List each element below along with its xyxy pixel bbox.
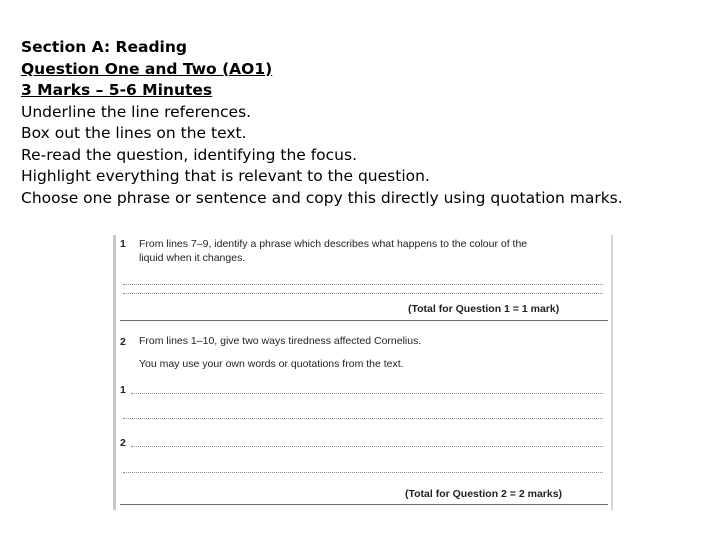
instruction-step-1: Underline the line references.	[21, 102, 252, 121]
question-2-text: From lines 1–10, give two ways tiredness affected Cornelius.	[139, 335, 422, 347]
answer-line	[123, 472, 603, 473]
answer-line	[123, 284, 603, 285]
question-2-note: You may use your own words or quotations from the text.	[139, 358, 404, 370]
question-separator	[120, 320, 608, 321]
answer-line	[123, 293, 603, 294]
answer-line	[131, 446, 603, 447]
question-2-total: (Total for Question 2 = 2 marks)	[405, 488, 563, 500]
exam-paper-excerpt	[111, 231, 613, 510]
instruction-step-3: Re-read the question, identifying the focus.	[21, 145, 358, 164]
section-heading: Section A: Reading	[21, 38, 187, 56]
question-1-total: (Total for Question 1 = 1 mark)	[408, 303, 560, 315]
instructions-block	[21, 37, 711, 209]
question-1-text-line-2: liquid when it changes.	[139, 252, 246, 264]
question-heading: Question One and Two (AO1)	[21, 59, 273, 78]
timing-heading: 3 Marks – 5-6 Minutes	[21, 81, 213, 99]
instruction-step-4: Highlight everything that is relevant to the question.	[21, 167, 430, 185]
instruction-step-2: Box out the lines on the text.	[21, 124, 247, 142]
question-2-number: 2	[120, 336, 126, 348]
answer-line	[131, 393, 603, 394]
answer-2-number: 2	[120, 437, 126, 449]
paper-right-edge	[611, 235, 613, 510]
answer-line	[123, 418, 603, 419]
question-1-text-line-1: From lines 7–9, identify a phrase which describes what happens to the colour of the	[139, 238, 528, 250]
instruction-step-5: Choose one phrase or sentence and copy this directly using quotation marks.	[21, 188, 623, 207]
paper-left-edge	[113, 235, 116, 510]
question-separator	[120, 504, 608, 505]
answer-1-number: 1	[120, 384, 126, 396]
question-1-number: 1	[120, 238, 126, 250]
